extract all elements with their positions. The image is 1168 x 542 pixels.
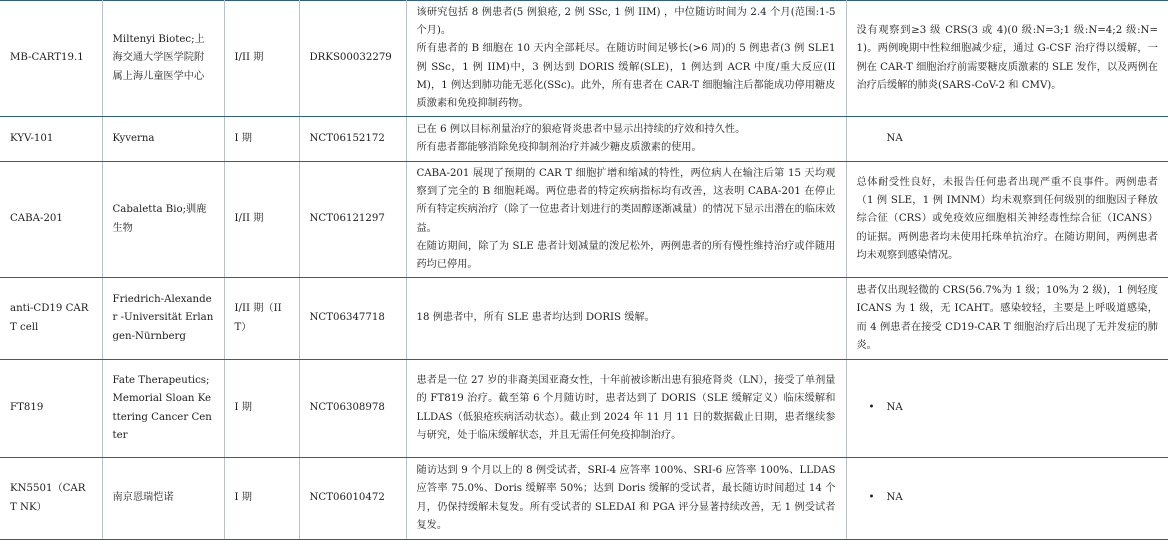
- result-cell: [406, 278, 846, 360]
- result-cell: [406, 360, 846, 458]
- safety-cell: [846, 360, 1168, 458]
- result-text: 患者是一位 27 岁的非裔美国亚裔女性，十年前被诊断出患有狼疮肾炎（LN），接受了单剂量的 FT819 治疗。截至第 6 个月随访时，患者达到了 DORIS（SLE 缓解定义）临床缓解和 LLDAS（低狼疮疾病活动状态）。截止到 2024 年 11 月 11 日的数据截止日期，患者继续参与研究，处于临床缓解状态，并且无需任何免疫抑制治疗。: [416, 375, 836, 441]
- trial-id-cell: NCT06010472: [299, 458, 406, 540]
- table-row: [0, 458, 1168, 540]
- result-text: 随访达到 9 个月以上的 8 例受试者，SRI-4 应答率 100%、SRI-6 应答率 100%、LLDAS 应答率 75.0%、Doris 缓解率 50%；达到 Doris 缓解的受试者，最长随访时间超过 14 个月，仍保持缓解未复发。所有受试者的 SLEDAI 和 PGA 评分显著持续改善，无 1 例受试者复发。: [416, 465, 836, 531]
- result-cell: [406, 458, 846, 540]
- phase-cell: I/II 期: [224, 162, 299, 278]
- product-cell: KN5501（CART NK）: [0, 458, 102, 540]
- phase-cell: I 期: [224, 117, 299, 162]
- table-row: [0, 162, 1168, 278]
- result-cell: [406, 117, 846, 162]
- trial-id-cell: NCT06152172: [299, 117, 406, 162]
- product-cell: anti-CD19 CAR T cell: [0, 278, 102, 360]
- table-row: [0, 278, 1168, 360]
- safety-cell: [846, 117, 1168, 162]
- result-text-2: 在随访期间，除了为 SLE 患者计划减量的泼尼松外，两例患者的所有慢性维持治疗或伴随用药均已停用。: [416, 240, 836, 270]
- safety-cell: 患者仅出现轻微的 CRS(56.7%为 1 级；10%为 2 级)，1 例轻度 ICANS 为 1 级，无 ICAHT。感染较轻，主要是上呼吸道感染，而 4 例患者在接受 CD19-CAR T 细胞治疗后出现了无并发症的肺炎。: [846, 278, 1168, 360]
- company-cell: Miltenyi Biotec;上海交通大学医学院附属上海儿童医学中心: [102, 1, 224, 117]
- trial-id-cell: NCT06121297: [299, 162, 406, 278]
- company-cell: Kyverna: [102, 117, 224, 162]
- bullet-icon: •: [868, 492, 875, 504]
- na-text: NA: [886, 402, 903, 414]
- phase-cell: I 期: [224, 360, 299, 458]
- phase-cell: I 期: [224, 458, 299, 540]
- result-text: 该研究包括 8 例患者(5 例狼疮, 2 例 SSc, 1 例 IIM) ，中位随访时间为 2.4 个月(范围:1-5 个月)。: [416, 6, 836, 37]
- result-text: 已在 6 例以目标剂量治疗的狼疮肾炎患者中显示出持续的疗效和持久性。: [416, 123, 746, 135]
- trial-id-cell: NCT06347718: [299, 278, 406, 360]
- company-cell: Fate Therapeutics; Memorial Sloan Kettering Cancer Center: [102, 360, 224, 458]
- product-cell: KYV-101: [0, 117, 102, 162]
- result-text: 18 例患者中，所有 SLE 患者均达到 DORIS 缓解。: [416, 312, 655, 324]
- result-text-2: 所有患者的 B 细胞在 10 天内全部耗尽。在随访时间足够长(>6 周)的 5 例患者(3 例 SLE1 例 SSc，1 例 IIM)中，3 例达到 DORIS 缓解(SLE)，1 例达到 ACR 中度/重大反应(IIM)，1 例达到肺功能无恶化(SSc)。此外，所有患者在 CAR-T 细胞输注后都能成功停用糖皮质激素和免疫抑制药物。: [416, 43, 836, 109]
- trial-id-cell: NCT06308978: [299, 360, 406, 458]
- product-cell: CABA-201: [0, 162, 102, 278]
- na-text: NA: [886, 132, 903, 144]
- table-row: [0, 1, 1168, 117]
- safety-cell: 没有观察到≥3 级 CRS(3 或 4)(0 级:N=3;1 级:N=4;2 级:N=1)。两例晚期中性粒细胞减少症，通过 G-CSF 治疗得以缓解，一例在 CAR-T 细胞治疗前需要糖皮质激素的 SLE 发作，以及两例在治疗后缓解的肺炎(SARS-CoV-2 和 CMV)。: [846, 1, 1168, 117]
- na-text: NA: [886, 492, 903, 504]
- table-row: [0, 117, 1168, 162]
- bullet-icon: •: [868, 402, 875, 414]
- safety-cell: [846, 458, 1168, 540]
- trial-id-cell: DRKS00032279: [299, 1, 406, 117]
- phase-cell: I/II 期: [224, 1, 299, 117]
- table-row: [0, 360, 1168, 458]
- company-cell: Friedrich-Alexander -Universität Erlangen-Nürnberg: [102, 278, 224, 360]
- safety-cell: 总体耐受性良好，未报告任何患者出现严重不良事件。两例患者（1 例 SLE，1 例 IMNM）均未观察到任何级别的细胞因子释放综合征（CRS）或免疫效应细胞相关神经毒性综合征（ICANS）的证据。两例患者均未使用托珠单抗治疗。在随访期间，两例患者均未观察到感染情况。: [846, 162, 1168, 278]
- result-text-2: 所有患者都能够消除免疫抑制剂治疗并减少糖皮质激素的使用。: [416, 142, 702, 153]
- result-cell: [406, 162, 846, 278]
- company-cell: Cabaletta Bio;驯鹿生物: [102, 162, 224, 278]
- product-cell: FT819: [0, 360, 102, 458]
- company-cell: 南京恩瑞恺诺: [102, 458, 224, 540]
- result-cell: [406, 1, 846, 117]
- result-text: CABA-201 展现了预期的 CAR T 细胞扩增和缩减的特性，两位病人在输注后第 15 天均观察到了完全的 B 细胞耗竭。两位患者的特定疾病指标均有改善，这表明 CABA-201 在停止所有特定疾病治疗（除了一位患者计划进行的类固醇逐渐减量）的情况下显示出潜在的临床效益。: [416, 167, 836, 234]
- product-cell: MB-CART19.1: [0, 1, 102, 117]
- phase-cell: I/II 期（IIT）: [224, 278, 299, 360]
